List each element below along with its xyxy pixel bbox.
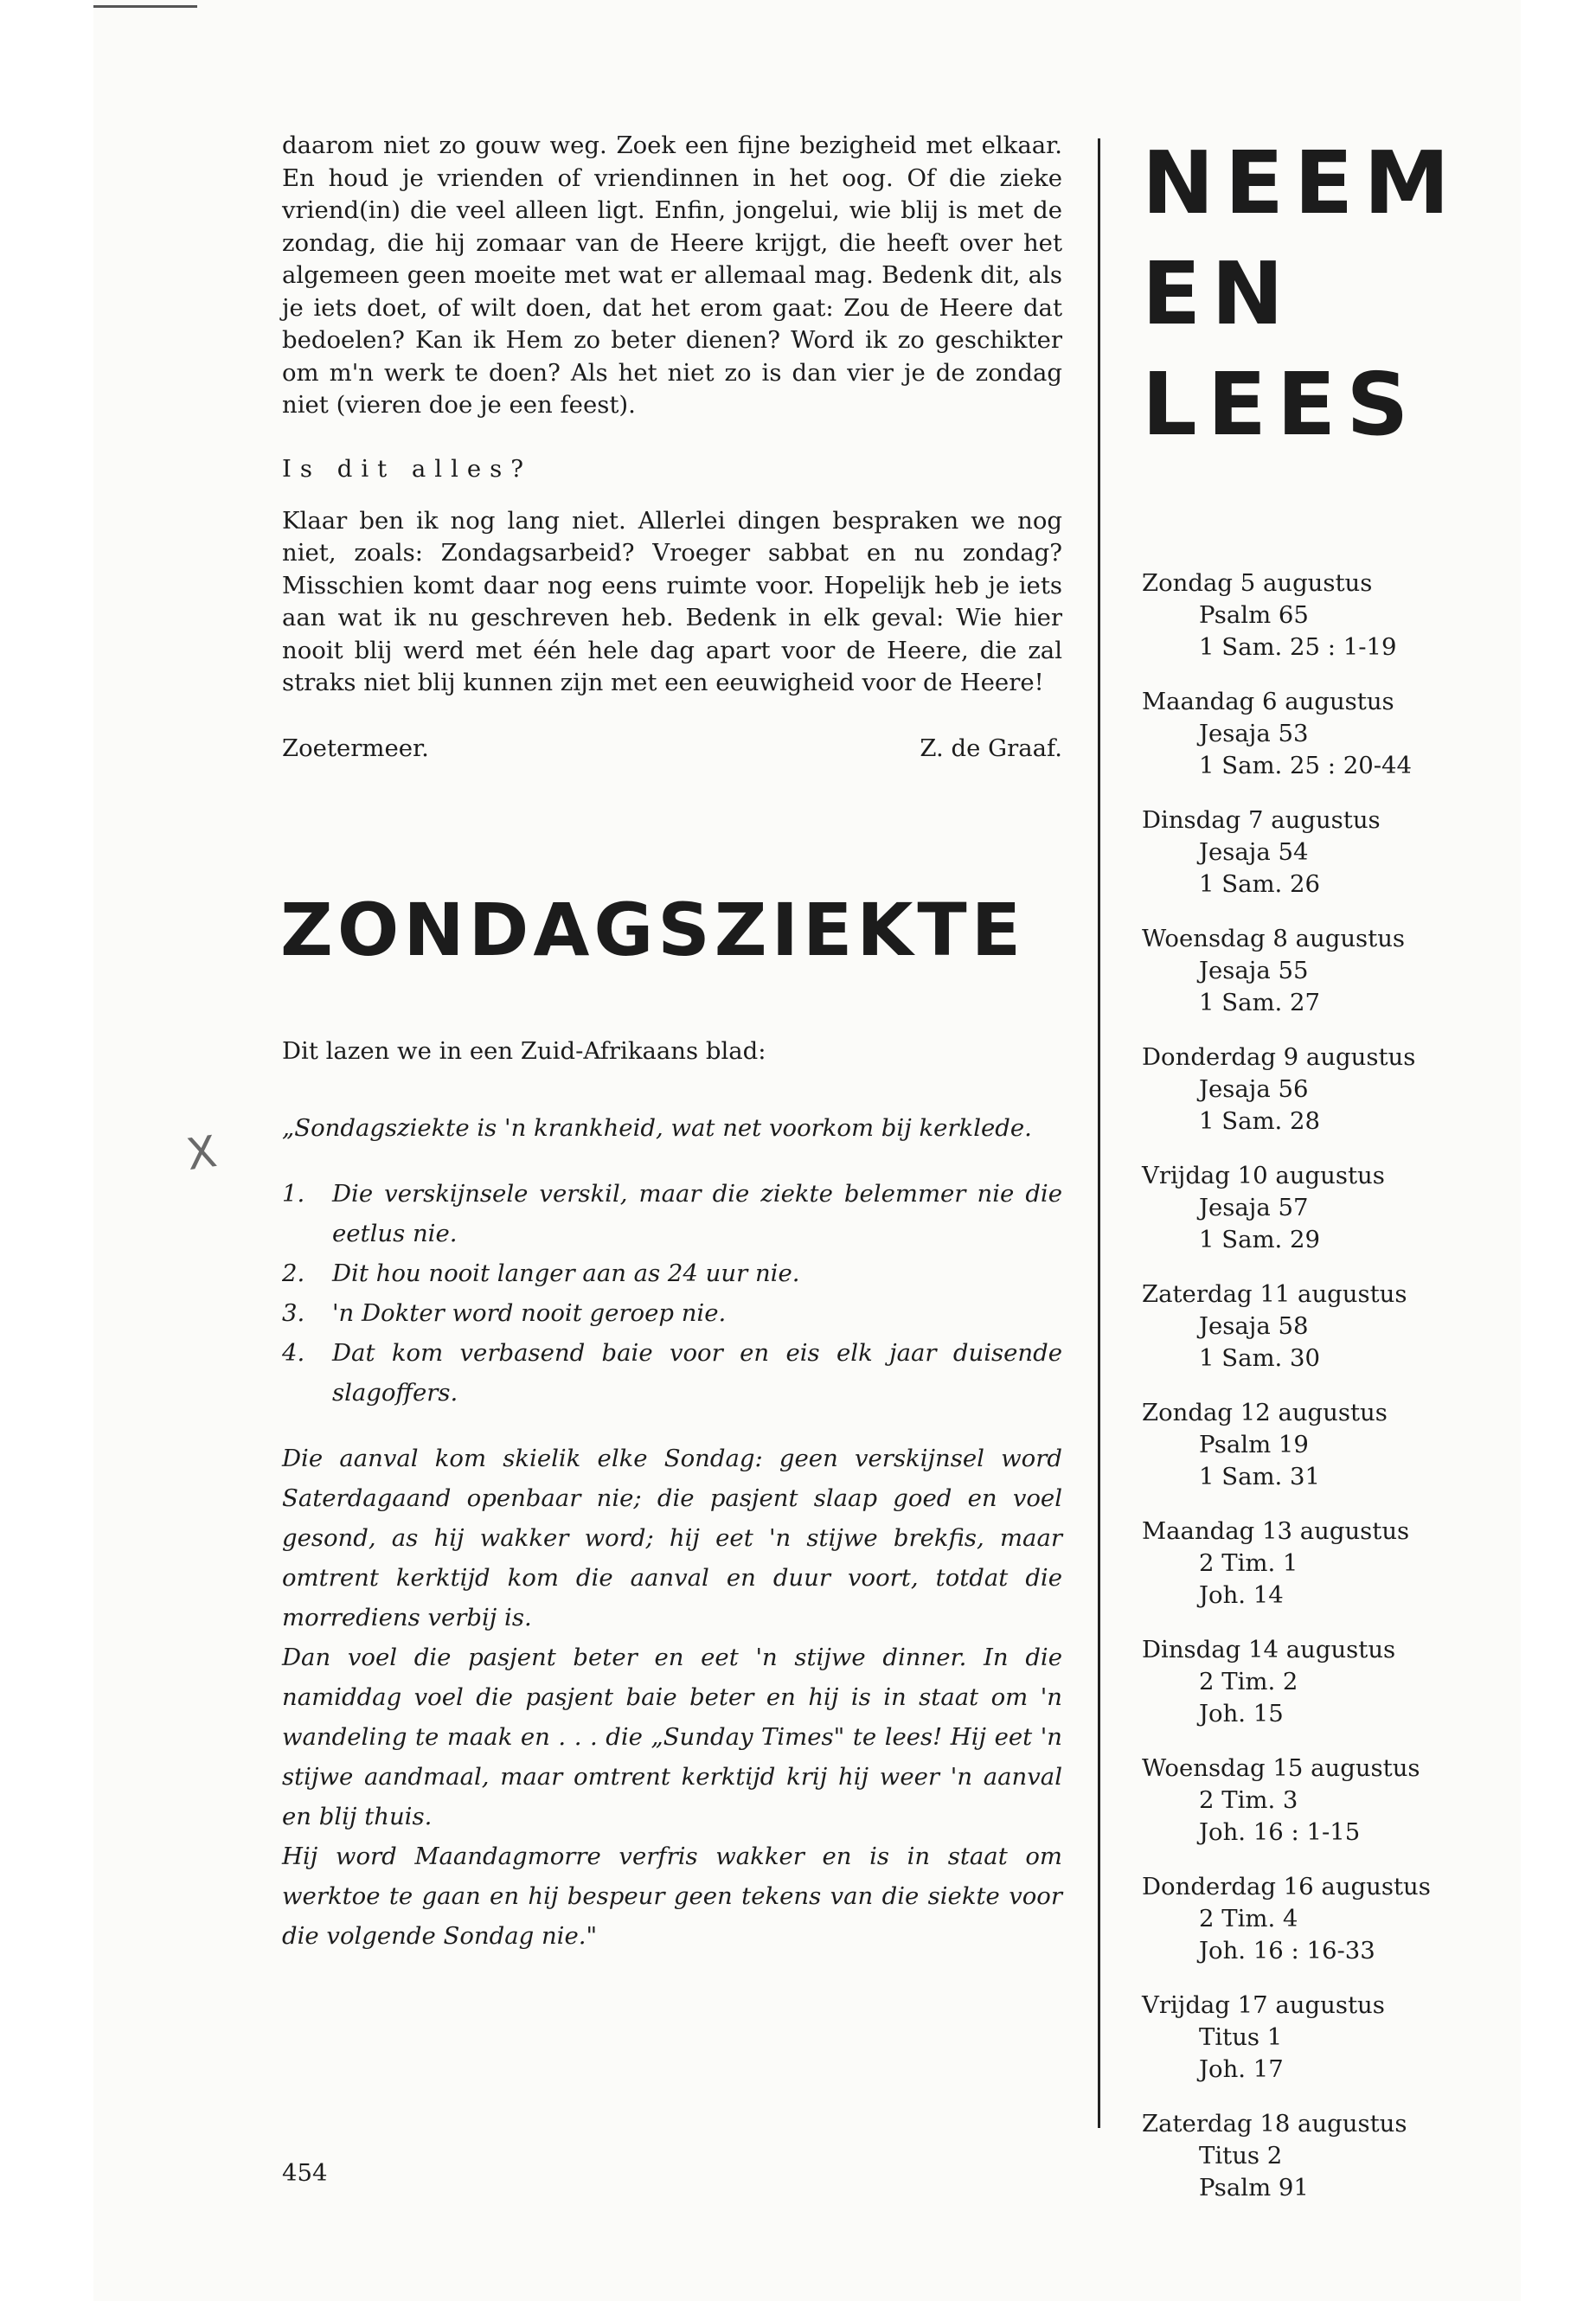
reading-ref: 2 Tim. 4 xyxy=(1199,1905,1298,1932)
reading-ref: 1 Sam. 31 xyxy=(1199,1463,1321,1490)
reading-ref: Jesaja 55 xyxy=(1199,957,1309,984)
reading-ref: Psalm 65 xyxy=(1199,601,1309,629)
list-text: Die verskijnsele verskil, maar die ziekte belemmer nie die eetlus nie. xyxy=(332,1179,1062,1247)
reading-item xyxy=(1142,1042,1505,1138)
reading-ref: Joh. 16 : 1-15 xyxy=(1199,1818,1361,1846)
list-item xyxy=(282,1174,1062,1253)
reading-item xyxy=(1142,1516,1505,1612)
sidebar-title-line-3: LEES xyxy=(1142,354,1420,455)
list-text: Dat kom verbasend baie voor en eis elk jaar duisende slagoffers. xyxy=(332,1338,1062,1407)
quote-body-1: Die aanval kom skielik elke Sondag: geen verskijnsel word Saterdagaand openbaar nie; die pasjent slaap goed en voel gesond, as hij wakker word; hij eet 'n stijwe brekfis, maar omtrent kerktijd kom die aanval en duur voort, totdat die morrediens verbij is. xyxy=(282,1444,1062,1631)
sidebar-title-line-1: NEEM xyxy=(1142,132,1460,234)
reading-day: Vrijdag 17 augustus xyxy=(1142,1991,1385,2019)
reading-item xyxy=(1142,923,1505,1019)
quote-opening: „Sondagsziekte is 'n krankheid, wat net voorkom bij kerklede. xyxy=(282,1113,1032,1142)
list-number: 1. xyxy=(282,1179,305,1208)
signature-place: Zoetermeer. xyxy=(282,734,429,762)
reading-item xyxy=(1142,686,1505,782)
list-number: 4. xyxy=(282,1338,305,1367)
reading-ref: Titus 2 xyxy=(1199,2142,1283,2170)
reading-ref: 1 Sam. 25 : 20-44 xyxy=(1199,752,1413,779)
reading-ref: Jesaja 53 xyxy=(1199,720,1309,747)
reading-day: Vrijdag 10 augustus xyxy=(1142,1162,1385,1189)
reading-ref: Psalm 91 xyxy=(1199,2174,1309,2202)
reading-item xyxy=(1142,1753,1505,1849)
reading-ref: 1 Sam. 29 xyxy=(1199,1226,1321,1253)
reading-ref: 1 Sam. 28 xyxy=(1199,1107,1321,1135)
reading-item xyxy=(1142,1160,1505,1256)
reading-day: Zondag 12 augustus xyxy=(1142,1399,1388,1426)
list-item xyxy=(282,1293,1062,1333)
top-rule xyxy=(93,5,197,8)
article2-title: ZONDAGSZIEKTE xyxy=(280,887,1026,972)
article1-subheading: Is dit alles? xyxy=(282,454,533,483)
main-column xyxy=(282,130,1062,1956)
signature-row xyxy=(282,734,1062,762)
reading-day: Dinsdag 7 augustus xyxy=(1142,806,1381,834)
reading-list xyxy=(1142,567,1505,2204)
sidebar-title-line-2: EN xyxy=(1142,243,1295,344)
reading-ref: Joh. 15 xyxy=(1199,1700,1284,1727)
reading-day: Woensdag 8 augustus xyxy=(1142,925,1406,952)
reading-day: Woensdag 15 augustus xyxy=(1142,1754,1420,1782)
reading-day: Maandag 6 augustus xyxy=(1142,688,1394,715)
reading-ref: Jesaja 58 xyxy=(1199,1312,1309,1340)
reading-item xyxy=(1142,1397,1505,1493)
reading-item xyxy=(1142,1279,1505,1375)
reading-ref: 1 Sam. 25 : 1-19 xyxy=(1199,633,1397,661)
page-number: 454 xyxy=(282,2159,328,2187)
list-number: 2. xyxy=(282,1259,305,1287)
reading-item xyxy=(1142,1634,1505,1730)
reading-day: Donderdag 9 augustus xyxy=(1142,1043,1416,1071)
reading-day: Zaterdag 11 augustus xyxy=(1142,1280,1407,1308)
signature-author: Z. de Graaf. xyxy=(920,734,1062,762)
reading-ref: Psalm 19 xyxy=(1199,1431,1309,1458)
article1-paragraph1: daarom niet zo gouw weg. Zoek een fijne bezigheid met elkaar. En houd je vrienden of vriendinnen in het oog. Of die zieke vriend(in) die veel alleen ligt. Enfin, jongelui, wie blij is met de zondag, die hij zomaar van de Heere krijgt, die heeft over het algemeen geen moeite met wat er allemaal mag. Bedenk dit, als je iets doet, of wilt doen, dat het erom gaat: Zou de Heere dat bedoelen? Kan ik Hem zo beter dienen? Word ik zo geschikter om m'n werk te doen? Als het niet zo is dan vier je de zondag niet (vieren doe je een feest). xyxy=(282,131,1062,419)
reading-ref: Jesaja 57 xyxy=(1199,1194,1309,1221)
reading-ref: Titus 1 xyxy=(1199,2023,1283,2051)
symptom-list xyxy=(282,1174,1062,1413)
reading-ref: 1 Sam. 26 xyxy=(1199,870,1321,898)
article1-paragraph2: Klaar ben ik nog lang niet. Allerlei dingen bespraken we nog niet, zoals: Zondagsarbeid? Vroeger sabbat en nu zondag? Misschien komt daar nog eens ruimte voor. Hopelijk heb je iets aan wat ik nu geschreven heb. Bedenk in elk geval: Wie hier nooit blij werd met één hele dag apart voor de Heere, die zal straks niet blij kunnen zijn met een eeuwigheid voor de Heere! xyxy=(282,506,1062,696)
reading-ref: Joh. 17 xyxy=(1199,2055,1284,2083)
reading-ref: 1 Sam. 27 xyxy=(1199,989,1321,1016)
reading-ref: 2 Tim. 1 xyxy=(1199,1549,1298,1577)
list-item xyxy=(282,1253,1062,1293)
reading-item xyxy=(1142,1871,1505,1967)
reading-item xyxy=(1142,567,1505,663)
reading-ref: Jesaja 56 xyxy=(1199,1075,1309,1103)
quote-body-3: Hij word Maandagmorre verfris wakker en is in staat om werktoe te gaan en hij bespeur geen tekens van die siekte voor die volgende Sondag nie." xyxy=(282,1842,1062,1950)
reading-item xyxy=(1142,1990,1505,2086)
column-divider xyxy=(1098,138,1100,2128)
list-number: 3. xyxy=(282,1298,305,1327)
reading-day: Donderdag 16 augustus xyxy=(1142,1873,1431,1900)
reading-day: Zondag 5 augustus xyxy=(1142,569,1373,597)
reading-ref: 2 Tim. 2 xyxy=(1199,1668,1298,1695)
list-text: Dit hou nooit langer aan as 24 uur nie. xyxy=(332,1259,800,1287)
reading-ref: Jesaja 54 xyxy=(1199,838,1309,866)
reading-ref: 1 Sam. 30 xyxy=(1199,1344,1321,1372)
list-text: 'n Dokter word nooit geroep nie. xyxy=(332,1298,727,1327)
reading-day: Maandag 13 augustus xyxy=(1142,1517,1410,1545)
reading-ref: Joh. 16 : 16-33 xyxy=(1199,1937,1375,1965)
reading-ref: Joh. 14 xyxy=(1199,1581,1284,1609)
reading-sidebar xyxy=(1142,128,1505,2227)
article2-intro: Dit lazen we in een Zuid-Afrikaans blad: xyxy=(282,1036,766,1065)
quote-body-2: Dan voel die pasjent beter en eet 'n stijwe dinner. In die namiddag voel die pasjent baie beter en hij is in staat om 'n wandeling te maak en . . . die „Sunday Times" te lees! Hij eet 'n stijwe aandmaal, maar omtrent kerktijd krij hij weer 'n aanval en blij thuis. xyxy=(282,1643,1062,1830)
reading-ref: 2 Tim. 3 xyxy=(1199,1786,1298,1814)
reading-item xyxy=(1142,804,1505,901)
list-item xyxy=(282,1333,1062,1413)
reading-day: Zaterdag 18 augustus xyxy=(1142,2110,1407,2138)
reading-item xyxy=(1142,2108,1505,2204)
handwritten-margin-mark: X xyxy=(183,1125,221,1181)
reading-day: Dinsdag 14 augustus xyxy=(1142,1636,1396,1663)
